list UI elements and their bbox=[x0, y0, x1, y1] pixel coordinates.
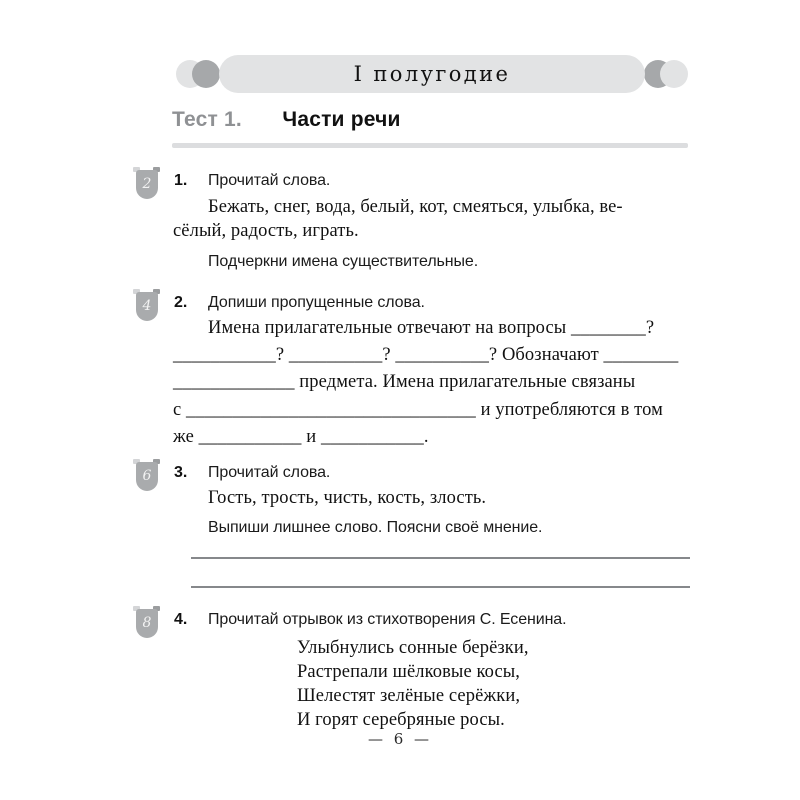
task-2-line-6: же ___________ и ___________. bbox=[173, 427, 429, 447]
score-badge-task-2 bbox=[133, 289, 160, 323]
answer-line-1[interactable] bbox=[191, 557, 690, 559]
task-number-2: 2. bbox=[174, 294, 188, 311]
task-2-line-4: _____________ предмета. Имена прилагательные связаны bbox=[173, 372, 636, 392]
answer-line-2[interactable] bbox=[191, 586, 690, 588]
task-number-4: 4. bbox=[174, 611, 188, 628]
task-number-3: 3. bbox=[174, 464, 188, 481]
score-badge-task-3 bbox=[133, 459, 160, 493]
task-number-1: 1. bbox=[174, 172, 188, 189]
poem-line-4: И горят серебряные росы. bbox=[297, 710, 505, 730]
task-3-line-3: Выпиши лишнее слово. Поясни своё мнение. bbox=[208, 519, 543, 536]
task-3-line-1: Прочитай слова. bbox=[208, 464, 331, 481]
page-number-footer: — 6 — bbox=[367, 730, 433, 748]
task-2-line-5: с _______________________________ и употребляются в том bbox=[173, 400, 663, 420]
task-2-line-1: Допиши пропущенные слова. bbox=[208, 294, 425, 311]
test-title: Части речи bbox=[282, 108, 401, 131]
section-banner bbox=[176, 55, 688, 93]
test-heading bbox=[172, 108, 692, 136]
task-2-line-3: ___________? __________? __________? Обозначают ________ bbox=[173, 345, 679, 365]
badge-points-value: 6 bbox=[142, 468, 152, 484]
poem-line-3: Шелестят зелёные серёжки, bbox=[297, 686, 521, 706]
badge-points-value: 8 bbox=[142, 615, 152, 631]
task-1-line-1: Прочитай слова. bbox=[208, 172, 331, 189]
banner-left-dark-dot bbox=[192, 60, 220, 88]
score-badge-task-4 bbox=[133, 606, 160, 640]
test-label: Тест 1. bbox=[172, 108, 242, 131]
task-1-line-3: сёлый, радость, играть. bbox=[173, 221, 359, 241]
badge-points-value: 2 bbox=[142, 176, 152, 192]
task-1-line-2: Бежать, снег, вода, белый, кот, смеяться, улыбка, ве- bbox=[208, 197, 623, 217]
banner-right-pale-dot bbox=[660, 60, 688, 88]
task-3-line-2: Гость, трость, чисть, кость, злость. bbox=[208, 488, 487, 508]
task-2-line-2: Имена прилагательные отвечают на вопросы ________? bbox=[208, 318, 655, 338]
poem-line-2: Растрепали шёлковые косы, bbox=[297, 662, 521, 682]
task-1-line-4: Подчеркни имена существительные. bbox=[208, 253, 479, 270]
badge-points-value: 4 bbox=[142, 298, 152, 314]
task-4-line-1: Прочитай отрывок из стихотворения С. Есенина. bbox=[208, 611, 567, 628]
test-heading-divider bbox=[172, 143, 688, 148]
banner-title: I полугодие bbox=[353, 62, 511, 86]
poem-line-1: Улыбнулись сонные берёзки, bbox=[297, 638, 529, 658]
score-badge-task-1 bbox=[133, 167, 160, 201]
